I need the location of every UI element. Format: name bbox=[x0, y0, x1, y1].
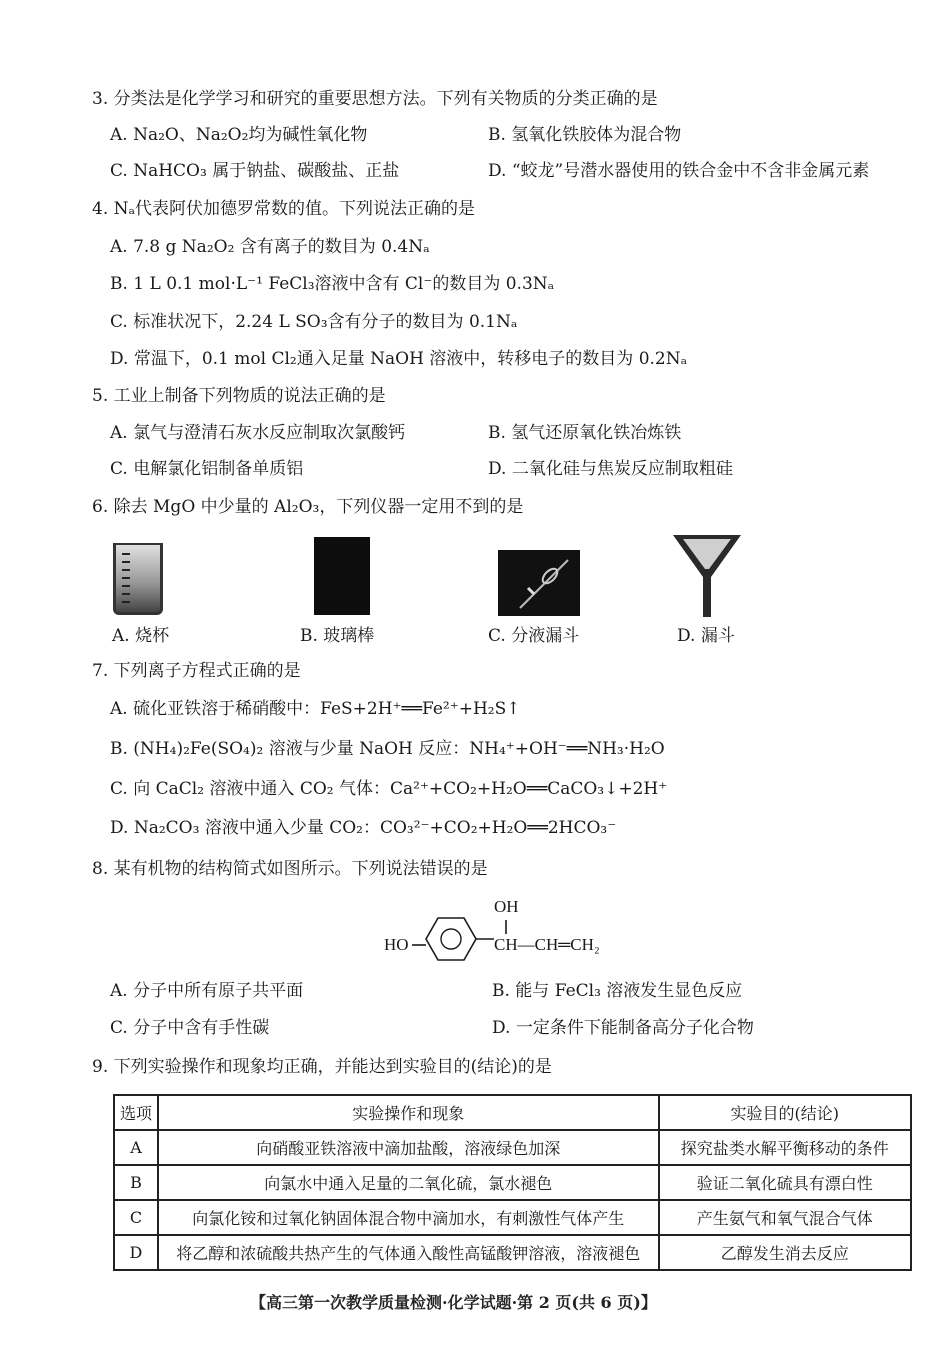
q6-option-b: B. 玻璃棒 bbox=[300, 626, 375, 646]
q6-option-c: C. 分液漏斗 bbox=[488, 626, 580, 646]
funnel-image bbox=[671, 533, 743, 619]
row-operation: 向氯水中通入足量的二氧化硫，氯水褪色 bbox=[158, 1165, 659, 1200]
row-goal: 探究盐类水解平衡移动的条件 bbox=[659, 1130, 911, 1165]
q8-option-a: A. 分子中所有原子共平面 bbox=[110, 981, 304, 1001]
mol-ho-label: HO bbox=[384, 935, 409, 954]
q6-option-d: D. 漏斗 bbox=[677, 626, 735, 646]
glass-rod-image bbox=[314, 537, 370, 615]
molecule-structure bbox=[382, 894, 642, 966]
table-row bbox=[114, 1165, 911, 1200]
q8-option-b: B. 能与 FeCl₃ 溶液发生显色反应 bbox=[492, 981, 743, 1001]
q5-option-b: B. 氢气还原氧化铁冶炼铁 bbox=[488, 423, 682, 443]
q6-option-a: A. 烧杯 bbox=[112, 626, 170, 646]
q4-stem: 4. Nₐ代表阿伏加德罗常数的值。下列说法正确的是 bbox=[92, 199, 476, 219]
q9-stem: 9. 下列实验操作和现象均正确，并能达到实验目的(结论)的是 bbox=[92, 1057, 552, 1077]
separatory-funnel-image bbox=[498, 550, 580, 616]
table-row bbox=[114, 1130, 911, 1165]
q8-option-d: D. 一定条件下能制备高分子化合物 bbox=[492, 1018, 754, 1038]
q5-option-d: D. 二氧化硅与焦炭反应制取粗硅 bbox=[488, 459, 733, 479]
q3-option-c: C. NaHCO₃ 属于钠盐、碳酸盐、正盐 bbox=[110, 161, 400, 181]
row-option: D bbox=[114, 1235, 158, 1270]
q6-stem: 6. 除去 MgO 中少量的 Al₂O₃，下列仪器一定用不到的是 bbox=[92, 497, 524, 517]
experiment-table bbox=[113, 1094, 912, 1271]
row-operation: 将乙醇和浓硫酸共热产生的气体通入酸性高锰酸钾溶液，溶液褪色 bbox=[158, 1235, 659, 1270]
mol-chain-label: CH—CH═CH₂ bbox=[494, 935, 600, 954]
page-footer: 【高三第一次教学质量检测·化学试题·第 2 页(共 6 页)】 bbox=[250, 1293, 657, 1312]
row-goal: 验证二氧化硫具有漂白性 bbox=[659, 1165, 911, 1200]
q4-option-b: B. 1 L 0.1 mol·L⁻¹ FeCl₃溶液中含有 Cl⁻的数目为 0.3Nₐ bbox=[110, 274, 555, 294]
row-operation: 向硝酸亚铁溶液中滴加盐酸，溶液绿色加深 bbox=[158, 1130, 659, 1165]
q4-option-a: A. 7.8 g Na₂O₂ 含有离子的数目为 0.4Nₐ bbox=[110, 237, 430, 257]
q4-option-d: D. 常温下，0.1 mol Cl₂通入足量 NaOH 溶液中，转移电子的数目为 0.2Nₐ bbox=[110, 349, 688, 369]
q7-option-b: B. (NH₄)₂Fe(SO₄)₂ 溶液与少量 NaOH 反应：NH₄⁺+OH⁻══NH₃·H₂O bbox=[110, 739, 665, 759]
q3-option-b: B. 氢氧化铁胶体为混合物 bbox=[488, 125, 682, 145]
q5-stem: 5. 工业上制备下列物质的说法正确的是 bbox=[92, 386, 386, 406]
row-option: C bbox=[114, 1200, 158, 1235]
table-row bbox=[114, 1200, 911, 1235]
header-option: 选项 bbox=[114, 1095, 158, 1130]
q5-option-c: C. 电解氯化铝制备单质铝 bbox=[110, 459, 304, 479]
beaker-image bbox=[113, 543, 163, 615]
header-goal: 实验目的(结论) bbox=[659, 1095, 911, 1130]
row-option: A bbox=[114, 1130, 158, 1165]
q7-option-d: D. Na₂CO₃ 溶液中通入少量 CO₂：CO₃²⁻+CO₂+H₂O══2HCO₃⁻ bbox=[110, 818, 617, 838]
q4-option-c: C. 标准状况下，2.24 L SO₃含有分子的数目为 0.1Nₐ bbox=[110, 312, 518, 332]
q7-option-c: C. 向 CaCl₂ 溶液中通入 CO₂ 气体：Ca²⁺+CO₂+H₂O══CaCO₃↓+2H⁺ bbox=[110, 779, 668, 799]
row-option: B bbox=[114, 1165, 158, 1200]
q3-option-a: A. Na₂O、Na₂O₂均为碱性氧化物 bbox=[110, 125, 368, 145]
table-row bbox=[114, 1235, 911, 1270]
q7-option-a: A. 硫化亚铁溶于稀硝酸中：FeS+2H⁺══Fe²⁺+H₂S↑ bbox=[110, 699, 521, 719]
q7-stem: 7. 下列离子方程式正确的是 bbox=[92, 661, 301, 681]
q3-option-d: D. “蛟龙”号潜水器使用的铁合金中不含非金属元素 bbox=[488, 161, 870, 181]
header-operation: 实验操作和现象 bbox=[158, 1095, 659, 1130]
q5-option-a: A. 氯气与澄清石灰水反应制取次氯酸钙 bbox=[110, 423, 406, 443]
mol-oh-label: OH bbox=[494, 897, 519, 916]
q8-stem: 8. 某有机物的结构简式如图所示。下列说法错误的是 bbox=[92, 859, 488, 879]
row-goal: 乙醇发生消去反应 bbox=[659, 1235, 911, 1270]
row-operation: 向氯化铵和过氧化钠固体混合物中滴加水，有刺激性气体产生 bbox=[158, 1200, 659, 1235]
row-goal: 产生氨气和氧气混合气体 bbox=[659, 1200, 911, 1235]
q3-stem: 3. 分类法是化学学习和研究的重要思想方法。下列有关物质的分类正确的是 bbox=[92, 89, 658, 109]
q8-option-c: C. 分子中含有手性碳 bbox=[110, 1018, 270, 1038]
table-header-row bbox=[114, 1095, 911, 1130]
